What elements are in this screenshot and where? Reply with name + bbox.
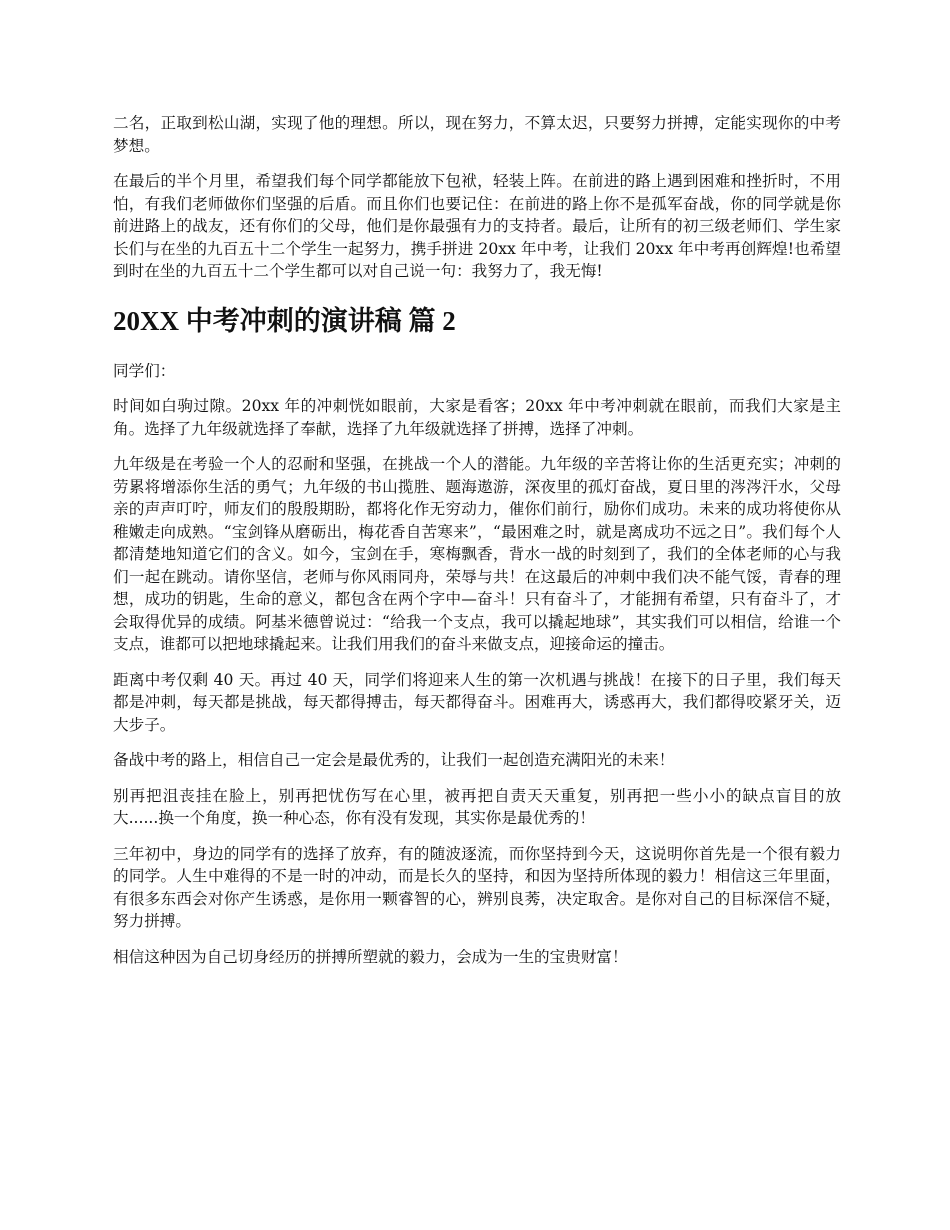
paragraph-body: 距离中考仅剩 40 天。再过 40 天，同学们将迎来人生的第一次机遇与挑战！在接下的日子里，我们每天都是冲刺，每天都是挑战，每天都得搏击，每天都得奋斗。困难再大，诱惑再大，我们都得咬紧牙关，迈大步子。: [113, 670, 841, 734]
paragraph-body: 别再把沮丧挂在脸上，别再把忧伤写在心里，被再把自责天天重复，别再把一些小小的缺点盲目的放大......换一个角度，换一种心态，你有没有发现，其实你是最优秀的！: [113, 786, 841, 827]
paragraph-body: 备战中考的路上，相信自己一定会是最优秀的，让我们一起创造充满阳光的未来！: [113, 751, 675, 769]
paragraph-body: 九年级是在考验一个人的忍耐和坚强，在挑战一个人的潜能。九年级的辛苦将让你的生活更充实；冲刺的劳累将增添你生活的勇气；九年级的书山揽胜、题海遨游，深夜里的孤灯奋战，夏日里的涔涔汗水，父母亲的声声叮咛，师友们的殷殷期盼，都将化作无穷动力，催你们前行，励你们成功。未来的成功将使你从稚嫩走向成熟。“宝剑锋从磨砺出，梅花香自苦寒来”，“最困难之时，就是离成功不远之日”。我们每个人都清楚地知道它们的含义。如今，宝剑在手，寒梅飘香，背水一战的时刻到了，我们的全体老师的心与我们一起在跳动。请你坚信，老师与你风雨同舟，荣辱与共！在这最后的冲刺中我们决不能气馁，青春的理想，成功的钥匙，生命的意义，都包含在两个字中—奋斗！只有奋斗了，才能拥有希望，只有奋斗了，才会取得优异的成绩。阿基米德曾说过：“给我一个支点，我可以撬起地球”，其实我们可以相信，给谁一个支点，谁都可以把地球撬起来。让我们用我们的奋斗来做支点，迎接命运的撞击。: [113, 455, 841, 653]
paragraph-greeting: 同学们：: [113, 361, 176, 380]
section-heading: 20XX 中考冲刺的演讲稿 篇 2: [113, 305, 456, 336]
paragraph-continuation: 二名，正取到松山湖，实现了他的理想。所以，现在努力，不算太迟，只要努力拼搏，定能实现你的中考梦想。: [113, 114, 841, 155]
paragraph-body: 三年初中，身边的同学有的选择了放弃，有的随波逐流，而你坚持到今天，这说明你首先是一个很有毅力的同学。人生中难得的不是一时的冲动，而是长久的坚持，和因为坚持所体现的毅力！相信这三年里面，有很多东西会对你产生诱惑，是你用一颗睿智的心，辨别良莠，决定取舍。是你对自己的目标深信不疑，努力拼搏。: [113, 844, 841, 930]
paragraph-body: 相信这种因为自己切身经历的拼搏所塑就的毅力，会成为一生的宝贵财富！: [113, 947, 628, 966]
paragraph-body: 时间如白驹过隙。20xx 年的冲刺恍如眼前，大家是看客；20xx 年中考冲刺就在眼前，而我们大家是主角。选择了九年级就选择了奉献，选择了九年级就选择了拼搏，选择了冲刺。: [113, 397, 841, 438]
document-page: [113, 112, 841, 981]
paragraph-closing: 在最后的半个月里，希望我们每个同学都能放下包袱，轻装上阵。在前进的路上遇到困难和挫折时，不用怕，有我们老师做你们坚强的后盾。而且你们也要记住：在前进的路上你不是孤军奋战，你的同学就是你前进路上的战友，还有你们的父母，他们是你最强有力的支持者。最后，让所有的初三级老师们、学生家长们与在坐的九百五十二个学生一起努力，携手拼进 20xx 年中考，让我们 20xx 年中考再创辉煌!也希望到时在坐的九百五十二个学生都可以对自己说一句：我努力了，我无悔!: [113, 172, 841, 280]
